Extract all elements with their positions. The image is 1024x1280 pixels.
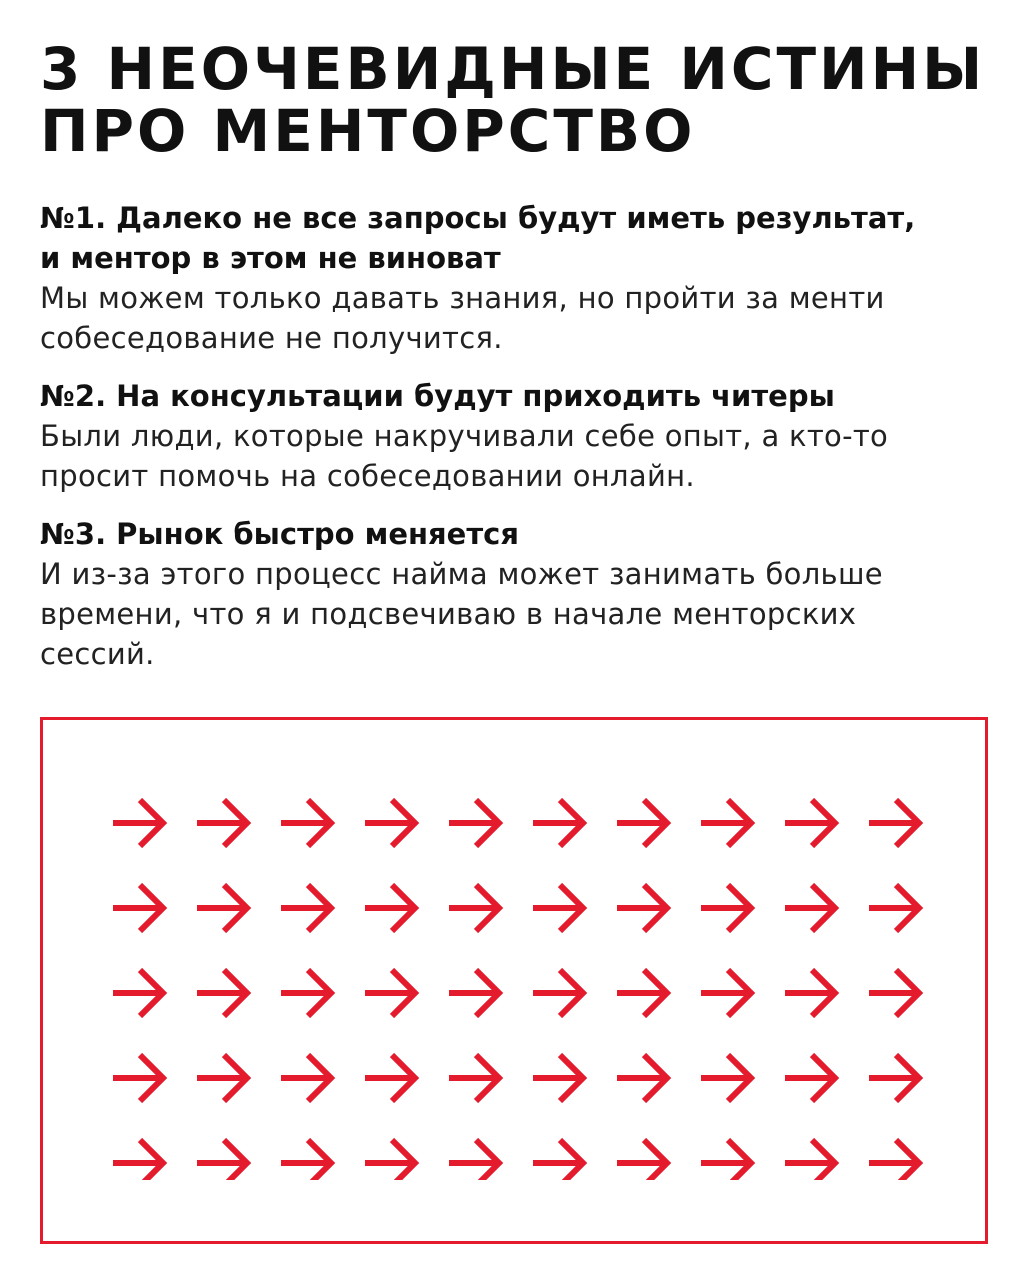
arrow-right-icon <box>197 800 247 846</box>
arrow-right-icon <box>869 1055 919 1101</box>
arrow-right-icon <box>617 800 667 846</box>
arrow-right-icon <box>533 885 583 931</box>
arrow-right-icon <box>365 800 415 846</box>
arrow-panel <box>40 717 988 1244</box>
arrow-right-icon <box>449 1140 499 1180</box>
truth-heading-line: №2. На консультации будут приходить читеры <box>40 379 835 413</box>
arrow-right-icon <box>281 1055 331 1101</box>
truth-body-line: Мы можем только давать знания, но пройти за менти <box>40 281 885 315</box>
arrow-right-icon <box>869 970 919 1016</box>
arrow-right-icon <box>701 970 751 1016</box>
arrow-right-icon <box>785 970 835 1016</box>
truth-body-line: И из-за этого процесс найма может занимать больше <box>40 557 883 591</box>
arrow-right-icon <box>785 1140 835 1180</box>
arrow-right-icon <box>869 800 919 846</box>
arrow-right-icon <box>197 1140 247 1180</box>
arrow-right-icon <box>449 1055 499 1101</box>
truth-body <box>40 416 1000 496</box>
truth-heading <box>40 514 1000 554</box>
truth-body <box>40 554 1000 674</box>
arrow-right-icon <box>113 800 163 846</box>
truth-heading <box>40 198 1000 278</box>
arrow-right-icon <box>701 1055 751 1101</box>
arrow-right-icon <box>869 1140 919 1180</box>
arrow-right-icon <box>533 1055 583 1101</box>
truth-heading-line: №1. Далеко не все запросы будут иметь результат, <box>40 201 916 235</box>
arrow-right-icon <box>281 970 331 1016</box>
arrow-right-icon <box>449 970 499 1016</box>
arrow-right-icon <box>365 885 415 931</box>
arrow-right-icon <box>785 1055 835 1101</box>
arrow-right-icon <box>365 1055 415 1101</box>
truth-heading-line: и ментор в этом не виноват <box>40 241 501 275</box>
truth-item-3 <box>40 514 1000 674</box>
arrow-right-icon <box>113 970 163 1016</box>
arrow-right-icon <box>449 800 499 846</box>
arrow-right-icon <box>701 1140 751 1180</box>
arrow-right-icon <box>785 885 835 931</box>
arrow-right-icon <box>701 800 751 846</box>
arrow-right-icon <box>281 885 331 931</box>
arrow-right-icon <box>365 1140 415 1180</box>
truth-heading-line: №3. Рынок быстро меняется <box>40 517 519 551</box>
truth-body <box>40 278 1000 358</box>
arrow-right-icon <box>785 800 835 846</box>
truth-body-line: сессий. <box>40 637 155 671</box>
arrow-right-icon <box>617 1140 667 1180</box>
arrow-right-icon <box>281 1140 331 1180</box>
arrow-right-icon <box>533 800 583 846</box>
arrow-grid <box>105 780 925 1180</box>
truths-list <box>40 198 1000 692</box>
arrow-right-icon <box>197 1055 247 1101</box>
truth-body-line: собеседование не получится. <box>40 321 503 355</box>
truth-item-1 <box>40 198 1000 358</box>
title-line-1: 3 НЕОЧЕВИДНЫЕ ИСТИНЫ <box>40 35 986 103</box>
arrow-right-icon <box>113 885 163 931</box>
title-line-2: ПРО МЕНТОРСТВО <box>40 97 696 165</box>
arrow-right-icon <box>533 970 583 1016</box>
truth-body-line: Были люди, которые накручивали себе опыт, а кто-то <box>40 419 889 453</box>
truth-item-2 <box>40 376 1000 496</box>
truth-body-line: просит помочь на собеседовании онлайн. <box>40 459 695 493</box>
arrow-right-icon <box>449 885 499 931</box>
arrow-right-icon <box>197 970 247 1016</box>
truth-body-line: времени, что я и подсвечиваю в начале менторских <box>40 597 857 631</box>
arrow-right-icon <box>533 1140 583 1180</box>
arrow-right-icon <box>701 885 751 931</box>
arrow-right-icon <box>281 800 331 846</box>
truth-heading <box>40 376 1000 416</box>
page-title <box>40 35 1000 165</box>
arrow-right-icon <box>617 970 667 1016</box>
arrow-right-icon <box>113 1140 163 1180</box>
arrow-right-icon <box>617 885 667 931</box>
arrow-right-icon <box>113 1055 163 1101</box>
arrow-right-icon <box>365 970 415 1016</box>
arrow-right-icon <box>617 1055 667 1101</box>
arrow-right-icon <box>197 885 247 931</box>
arrow-right-icon <box>869 885 919 931</box>
